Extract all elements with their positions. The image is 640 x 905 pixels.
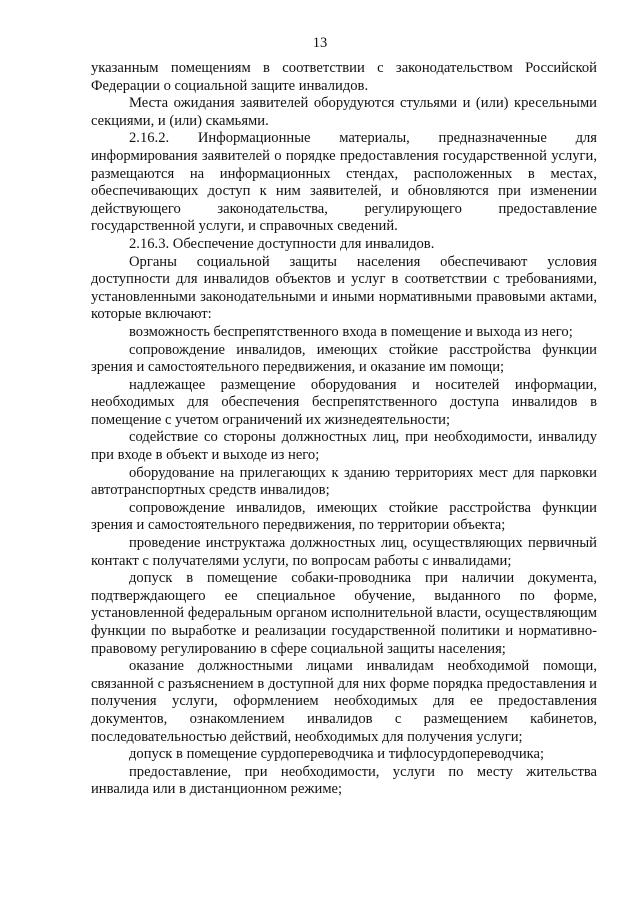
paragraph-2-16-2: 2.16.2. Информационные материалы, предназначенные для информирования заявителей о порядке предоставления государственной услуги, размещаются на информационных стендах, расположенных в местах, обеспечивающих доступ к ним заявителей, и обновляются при изменении действующего законодательства, регулирующего предоставление государственной услуги, и справочных сведений. <box>91 130 597 235</box>
page-number: 13 <box>312 35 328 51</box>
paragraph-continuation: указанным помещениям в соответствии с законодательством Российской Федерации о социальной защите инвалидов. <box>91 60 597 94</box>
list-item: проведение инструктажа должностных лиц, осуществляющих первичный контакт с получателями услуги, по вопросам работы с инвалидами; <box>91 535 597 569</box>
list-item: сопровождение инвалидов, имеющих стойкие расстройства функции зрения и самостоятельного передвижения, и оказание им помощи; <box>91 341 597 376</box>
list-item: сопровождение инвалидов, имеющих стойкие расстройства функции зрения и самостоятельного передвижения, по территории объекта; <box>91 499 597 534</box>
list-item: оборудование на прилегающих к зданию территориях мест для парковки автотранспортных средств инвалидов; <box>91 464 597 499</box>
list-item: оказание должностными лицами инвалидам необходимой помощи, связанной с разъяснением в доступной для них форме порядка предоставления и получения услуги, оформлением необходимых для ее предоставления документов, ознакомлением инвалидов с размещением кабинетов, последовательностью действий, необходимых для получения услуги; <box>91 658 597 745</box>
paragraph-waiting-areas: Места ожидания заявителей оборудуются стульями и (или) кресельными секциями, и (или) скамьями. <box>91 95 597 129</box>
document-body <box>91 60 597 799</box>
list-item: предоставление, при необходимости, услуги по месту жительства инвалида или в дистанционном режиме; <box>91 763 597 798</box>
paragraph-2-16-3-heading: 2.16.3. Обеспечение доступности для инвалидов. <box>129 235 435 252</box>
list-item: содействие со стороны должностных лиц, при необходимости, инвалиду при входе в объект и выходе из него; <box>91 429 597 464</box>
list-item: допуск в помещение сурдопереводчика и тифлосурдопереводчика; <box>129 746 545 763</box>
list-item: надлежащее размещение оборудования и носителей информации, необходимых для обеспечения беспрепятственного доступа инвалидов в помещение с учетом ограничений их жизнедеятельности; <box>91 376 597 428</box>
list-item: допуск в помещение собаки-проводника при наличии документа, подтверждающего ее специальное обучение, выданного по форме, установленной федеральным органом исполнительной власти, осуществляющим функции по выработке и реализации государственной политики и нормативно-правовому регулированию в сфере социальной защиты населения; <box>91 570 597 657</box>
list-item: возможность беспрепятственного входа в помещение и выхода из него; <box>129 323 573 340</box>
paragraph-accessibility-intro: Органы социальной защиты населения обеспечивают условия доступности для инвалидов объектов и услуг в соответствии с требованиями, установленными законодательными и иными нормативными правовыми актами, которые включают: <box>91 253 597 323</box>
